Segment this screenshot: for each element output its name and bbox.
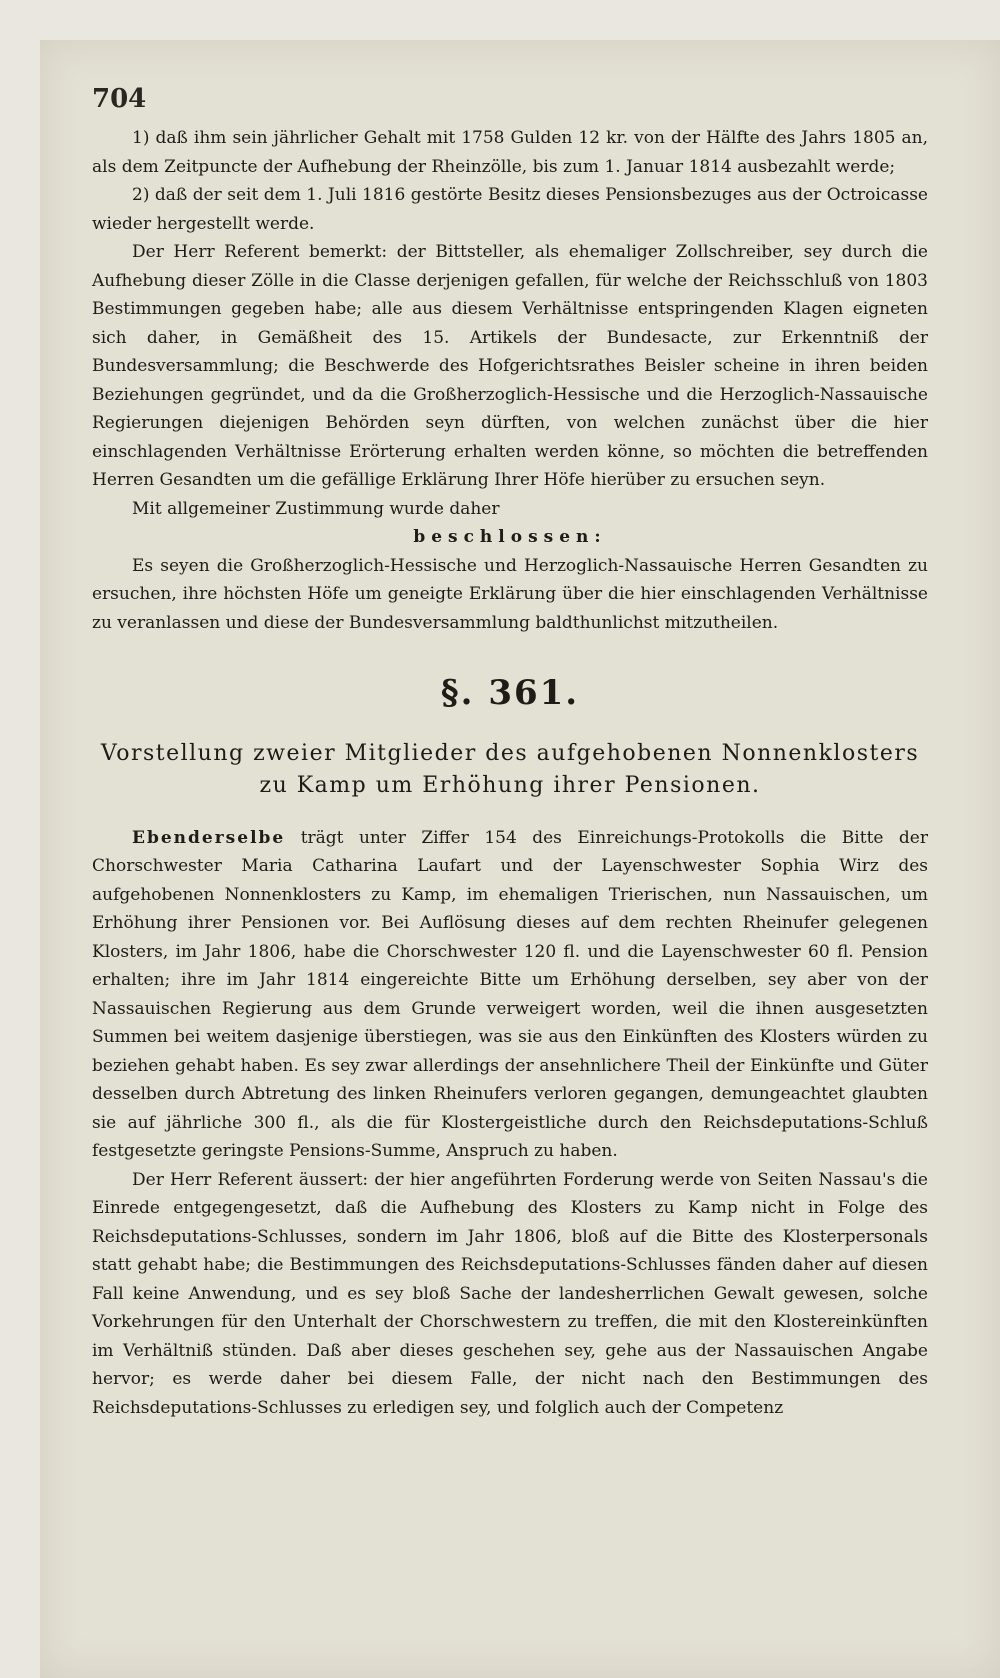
page-body: [92, 124, 928, 1422]
list-item-2: 2) daß der seit dem 1. Juli 1816 gestörte Besitz dieses Pensionsbezuges aus der Octroicasse wieder hergestellt werde.: [92, 185, 928, 234]
paragraph-assent: Mit allgemeiner Zustimmung wurde daher: [132, 498, 500, 519]
section-title: Vorstellung zweier Mitglieder des aufgehobenen Nonnenklosters zu Kamp um Erhöhung ihrer Pensionen.: [100, 740, 920, 798]
paragraph-referent-remark: Der Herr Referent bemerkt: der Bittsteller, als ehemaliger Zollschreiber, sey durch die Aufhebung dieser Zölle in die Classe derjenigen gefallen, für welche der Reichsschluß von 1803 Bestimmungen gegeben habe; alle aus diesem Verhältnisse entspringenden Klagen eigneten sich daher, in Gemäßheit des 15. Artikels der Bundesacte, zur Erkenntniß der Bundesversammlung; die Beschwerde des Hofgerichtsrathes Beisler scheine in ihren beiden Beziehungen gegründet, und da die Großherzoglich-Hessische und die Herzoglich-Nassauische Regierungen diejenigen Behörden seyn dürften, von welchen zunächst über die hier einschlagenden Verhältnisse Erörterung erhalten werden könne, so möchten die betreffenden Herren Gesandten um die gefällige Erklärung Ihrer Höfe hierüber zu ersuchen seyn.: [92, 242, 928, 490]
resolution-heading: beschlossen:: [413, 527, 607, 547]
paragraph-petition-text: trägt unter Ziffer 154 des Einreichungs-Protokolls die Bitte der Chorschwester Maria Catharina Laufart und der Layenschwester Sophia Wirz des aufgehobenen Nonnenklosters zu Kamp, im ehemaligen Trierischen, nun Nassauischen, um Erhöhung ihrer Pensionen vor. Bei Auflösung dieses auf dem rechten Rheinufer gelegenen Klosters, im Jahr 1806, habe die Chorschwester 120 fl. und die Layenschwester 60 fl. Pension erhalten; ihre im Jahr 1814 eingereichte Bitte um Erhöhung derselben, sey aber von der Nassauischen Regierung aus dem Grunde verweigert worden, weil die ihnen ausgesetzten Summen bei weitem dasjenige überstiegen, was sie aus den Einkünften des Klosters würden zu beziehen gehabt haben. Es sey zwar allerdings der ansehnlichere Theil der Einkünfte und Güter desselben durch Abtretung des linken Rheinufers verloren gegangen, demungeachtet glaubten sie auf jährliche 300 fl., als die für Klostergeistliche durch den Reichsdeputations-Schluß festgesetzte geringste Pensions-Summe, Anspruch zu haben.: [92, 827, 928, 1161]
paragraph-resolution: Es seyen die Großherzoglich-Hessische und Herzoglich-Nassauische Herren Gesandten zu ersuchen, ihre höchsten Höfe um geneigte Erklärung über die hier einschlagenden Verhältnisse zu veranlassen und diese der Bundesversammlung baldthunlichst mitzutheilen.: [92, 555, 928, 633]
paragraph-petition-lead: Ebenderselbe: [132, 827, 286, 848]
paragraph-referent-opinion: Der Herr Referent äussert: der hier angeführten Forderung werde von Seiten Nassau's die Einrede entgegengesetzt, daß die Aufhebung des Klosters zu Kamp nicht in Folge des Reichsdeputations-Schlusses, sondern im Jahr 1806, bloß auf die Bitte des Klosterpersonals statt gehabt habe; die Bestimmungen des Reichsdeputations-Schlusses fänden daher auf diesen Fall keine Anwendung, und es sey bloß Sache der landesherrlichen Gewalt gewesen, solche Vorkehrungen für den Unterhalt der Chorschwestern zu treffen, die mit den Klostereinkünften im Verhältniß stünden. Daß aber dieses geschehen sey, gehe aus der Nassauischen Angabe hervor; es werde daher bei diesem Falle, der nicht nach den Bestimmungen des Reichsdeputations-Schlusses zu erledigen sey, und folglich auch der Competenz: [92, 1169, 928, 1418]
page-number: 704: [92, 84, 147, 114]
paragraph-petition: [92, 824, 928, 1166]
section-number: §. 361.: [440, 673, 580, 713]
list-item-1: 1) daß ihm sein jährlicher Gehalt mit 1758 Gulden 12 kr. von der Hälfte des Jahrs 1805 an, als dem Zeitpuncte der Aufhebung der Rheinzölle, bis zum 1. Januar 1814 ausbezahlt werde;: [92, 128, 928, 177]
